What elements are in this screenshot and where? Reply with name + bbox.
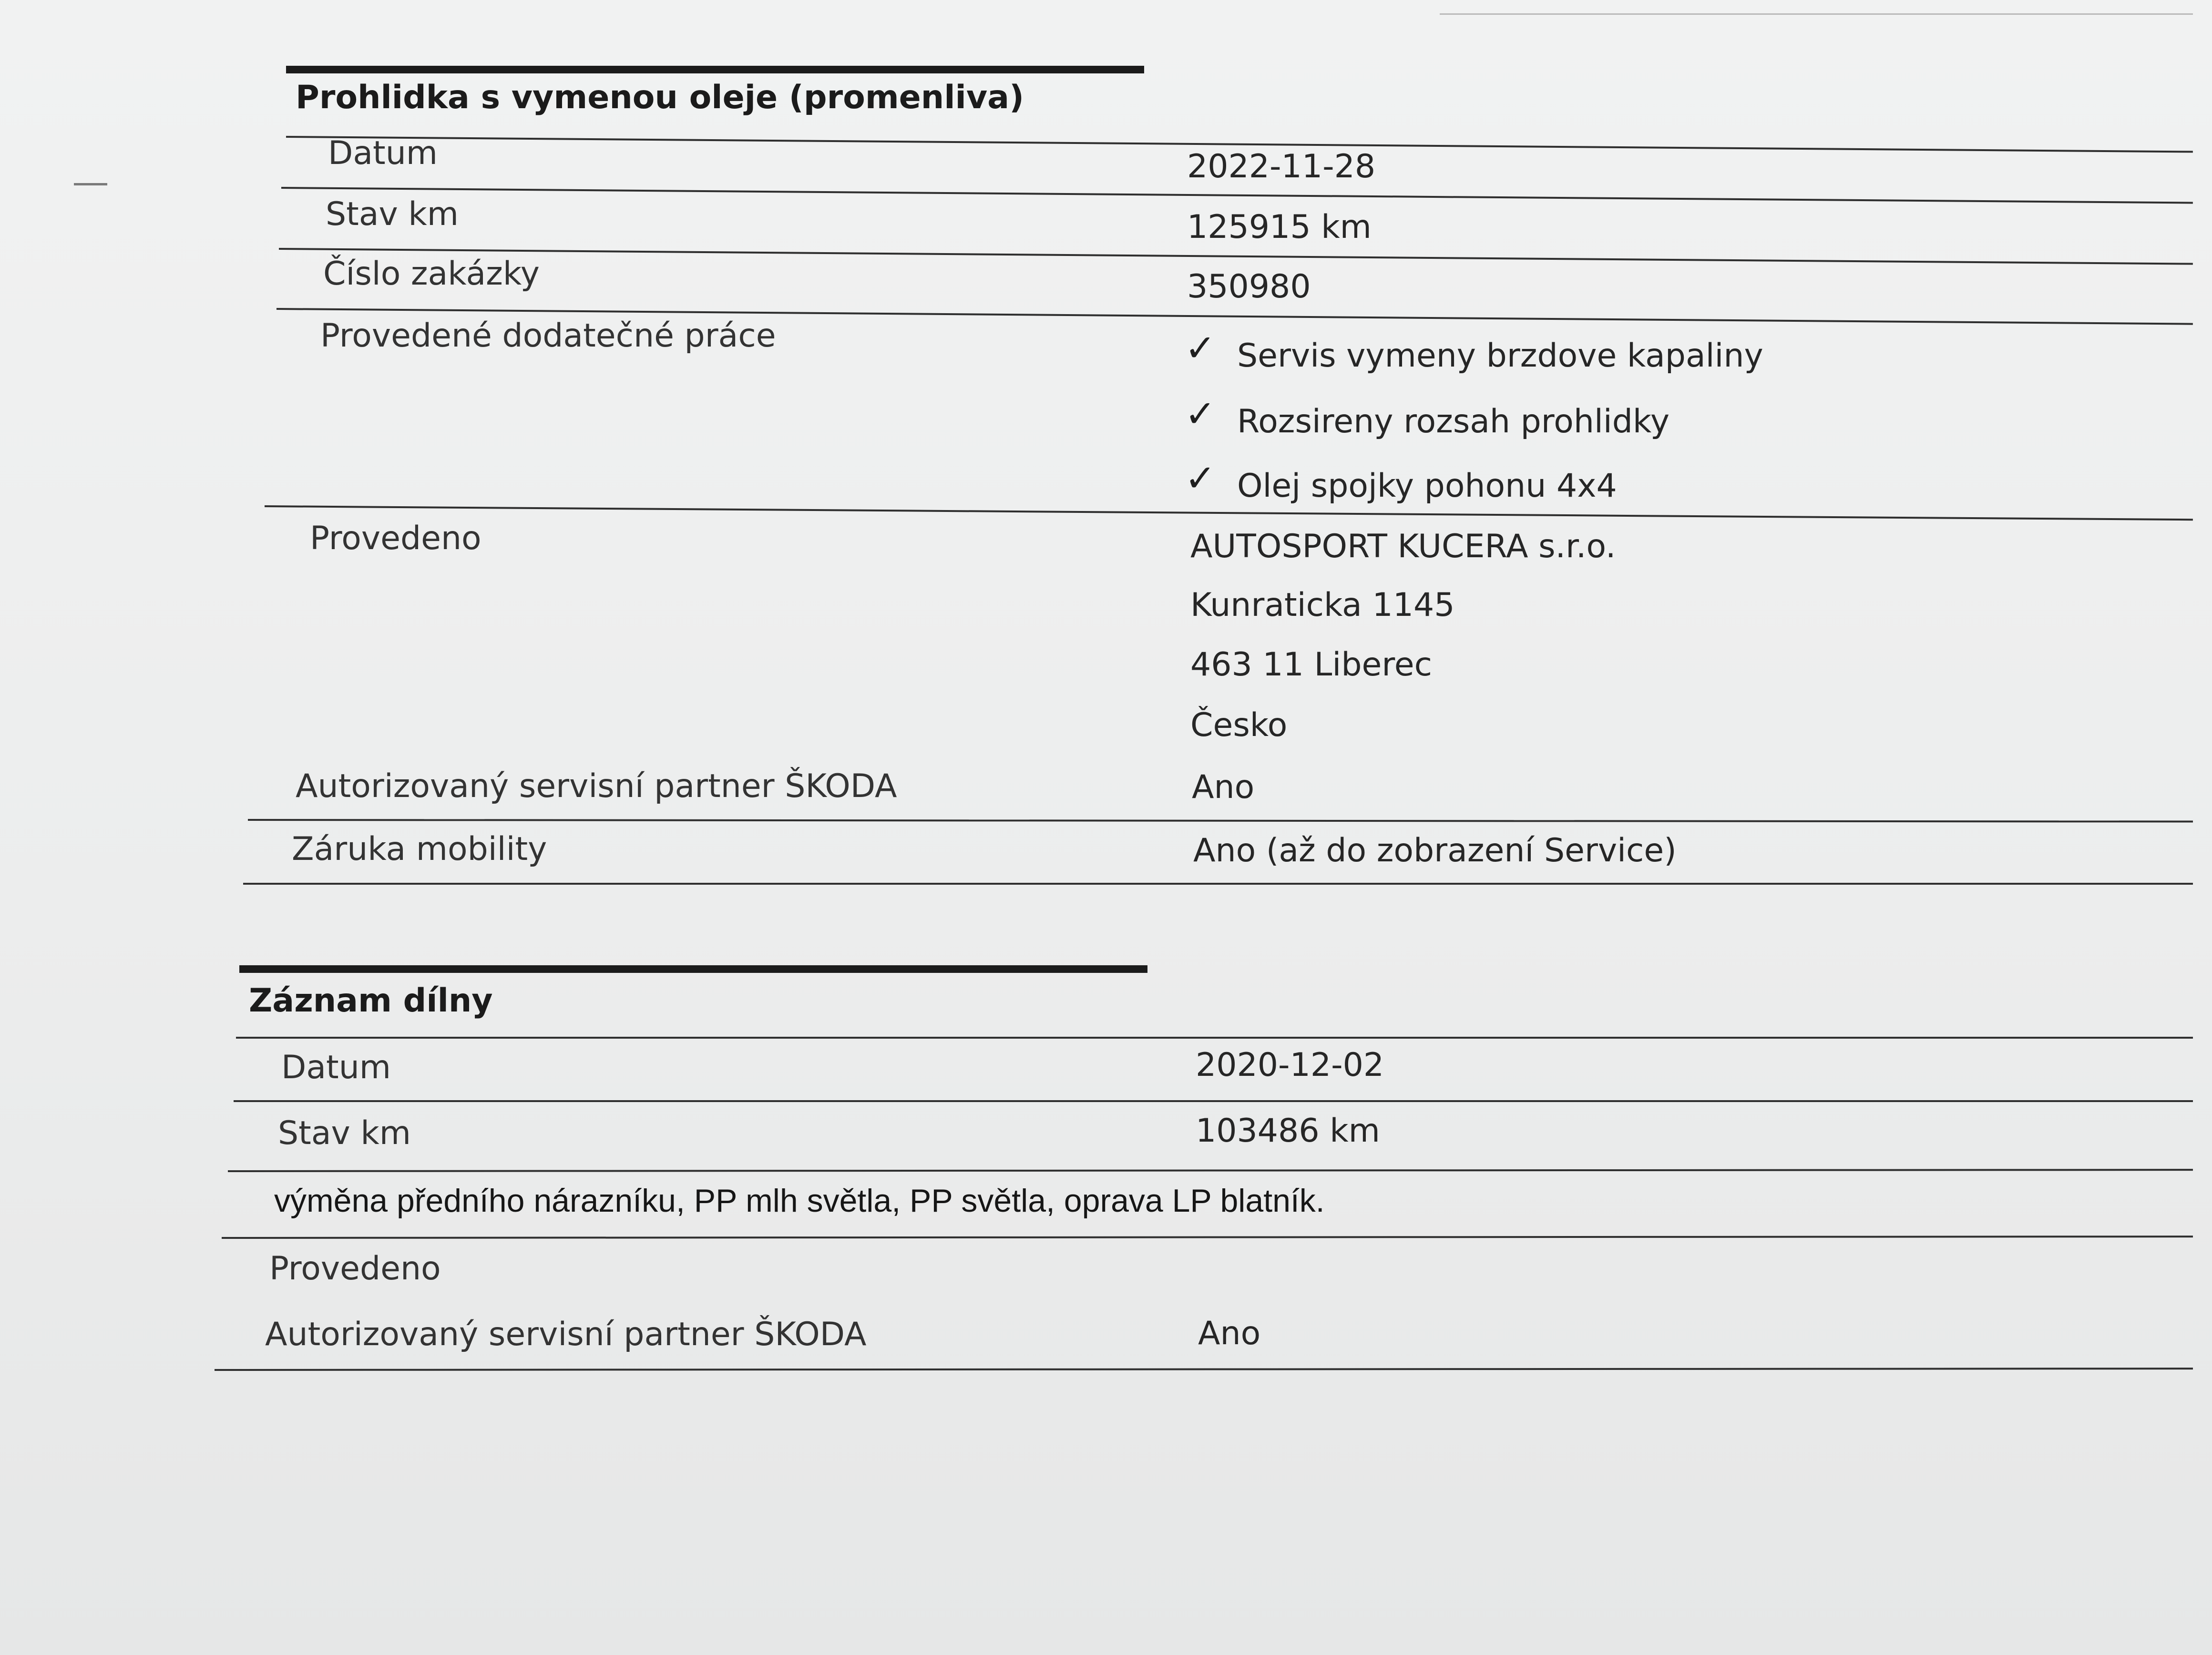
- authorized-partner-value: Ano: [1192, 768, 1255, 806]
- workshop-name: AUTOSPORT KUCERA s.r.o.: [1190, 528, 1616, 565]
- row-divider: [234, 1100, 2193, 1102]
- date-value: 2022-11-28: [1187, 148, 1376, 185]
- check-icon: ✓: [1185, 393, 1216, 436]
- section-title: Záznam dílny: [249, 982, 493, 1020]
- section-title: Prohlidka s vymenou oleje (promenliva): [296, 79, 1024, 116]
- performed-by-label: Provedeno: [310, 520, 481, 557]
- row-divider: [243, 883, 2193, 885]
- section-bar: [239, 965, 1147, 973]
- repair-note: výměna předního nárazníku, PP mlh světla, PP světla, oprava LP blatník.: [274, 1183, 1325, 1219]
- additional-work-item: Olej spojky pohonu 4x4: [1237, 467, 1617, 505]
- mileage-value: 103486 km: [1196, 1112, 1380, 1150]
- mileage-label: Stav km: [278, 1114, 411, 1152]
- workshop-street: Kunraticka 1145: [1190, 586, 1455, 624]
- mileage-label: Stav km: [326, 195, 459, 233]
- order-number-label: Číslo zakázky: [323, 255, 540, 293]
- mobility-warranty-value: Ano (až do zobrazení Service): [1193, 832, 1677, 869]
- performed-by-label: Provedeno: [269, 1250, 441, 1287]
- order-number-value: 350980: [1187, 268, 1311, 306]
- check-icon: ✓: [1185, 327, 1216, 370]
- authorized-partner-label: Autorizovaný servisní partner ŠKODA: [265, 1316, 867, 1353]
- section-bar: [286, 66, 1144, 73]
- row-divider: [265, 505, 2193, 521]
- row-divider: [248, 819, 2193, 823]
- mileage-value: 125915 km: [1187, 208, 1372, 246]
- top-edge-line: [1440, 13, 2193, 15]
- mobility-warranty-label: Záruka mobility: [292, 830, 547, 868]
- authorized-partner-value: Ano: [1198, 1315, 1261, 1352]
- date-value: 2020-12-02: [1196, 1046, 1384, 1084]
- row-divider: [222, 1236, 2193, 1239]
- date-label: Datum: [328, 134, 438, 172]
- additional-work-item: Servis vymeny brzdove kapaliny: [1237, 337, 1763, 375]
- row-divider: [236, 1037, 2193, 1039]
- workshop-city: 463 11 Liberec: [1190, 646, 1433, 684]
- row-divider: [281, 187, 2193, 204]
- row-divider: [228, 1169, 2193, 1172]
- date-label: Datum: [281, 1049, 391, 1086]
- authorized-partner-label: Autorizovaný servisní partner ŠKODA: [296, 767, 897, 805]
- row-divider: [279, 248, 2193, 265]
- margin-mark: [74, 183, 107, 185]
- check-icon: ✓: [1185, 457, 1216, 500]
- workshop-country: Česko: [1190, 706, 1288, 744]
- row-divider: [215, 1368, 2193, 1371]
- additional-work-item: Rozsireny rozsah prohlidky: [1237, 403, 1670, 440]
- additional-work-label: Provedené dodatečné práce: [320, 317, 776, 355]
